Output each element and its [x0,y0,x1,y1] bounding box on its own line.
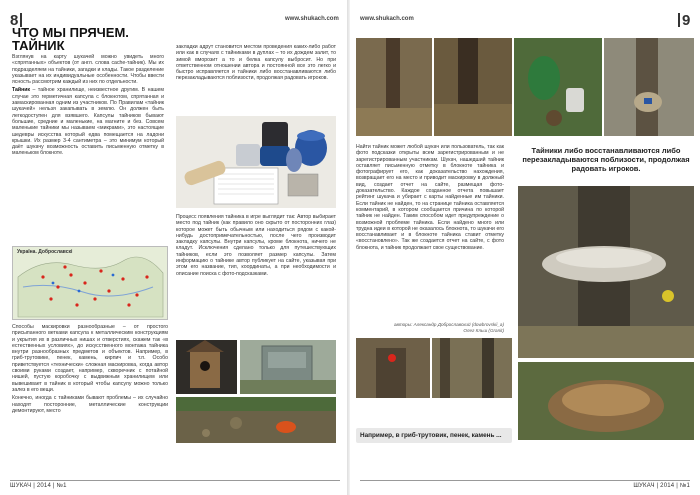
forest-bottom-photo [432,338,512,398]
page-footer: ШУКАЧ | 2014 | №1 [10,483,67,489]
metal-box-photo [240,340,336,394]
caption-examples: Например, в гриб-трутовик, пенек, камень ... [356,428,512,443]
log-tree-photo [434,38,512,136]
footer-rule [360,480,690,481]
moss-capsule-photo [514,38,602,136]
text-column-masking: Способы маскировки разнообразные – от простого присыпанного ветками капсула к металлическим конструкциям и укрытия их в различных нишах и отверстиях, скажем так «в естественных условиях», до искусственного монтажа тайника внутри разнообразных предметов и объектов. Например, в гриб-трутовике, пенек, камень, кирпич и т.п. Особо приветствуется «технически» сложная маскировка, когда автор своими руками создает, например, скворечник с потайной нишей, пустую коробочку с выдвижным хранилищем или вывешивает в тайник в который чтобы капсулу можно только залез в его вещи. Конечно, иногда с тайниками бывают проблемы – их случайно находят посторонние, металлические конструкции демонтируют, место [12,324,168,414]
text-column-finding: Найти тайник может любой шукач или пользователь, так как фото подсказки открыты всем зарегистрированным и не зарегистрированным участникам. Шукач, нашедший тайник оставляет письменную отметку в блокноте тайника и фотографирует его, как доказательство нахождения, возвращает его на место и приводит маскировку в должный вид, создает отчет на сайте, размещая фото-доказательство. Каждое созданное отчета повышает рейтинг шукача и убирает с карты найденные им тайники. Если тайник не найден, то на странице тайника оставляется комментарий, в котором сообщается причина по которой тайник не найден. Таким способом идет предупреждение о возможной проблеме тайника. Если найдено много или трудна идеи в которой не оказалось блокнота, то шукачи его восстанавливает и в блокноте тайника ставит отметку «восстановлено». Так же создается отчет на сайте, с фото блокнота, и тайник продолжает свое существование. [356,144,504,251]
tinder-fungus-photo [518,186,694,358]
caption-restore: Тайники либо восстанавливаются либо перезакладываются поблизости, продолжая радовать игроков. [522,146,690,173]
rock-fungus-photo [518,362,694,440]
text-column-process: Процесс появления тайника в игре выглядит так: Автор выбирает место под тайник (как правило оно скрыто от посторонних глаз) которое может быть обычным или находиться рядом с какой-нибудь достопримечательностью, после чего производит закладку капсулы. Внутри капсулы, кроме блокнота, ничего не кладут. Исключения сделано только для путешествующих тайников, если это позволяет размер капсулы. Затем информацию о тайнике автор публикует на сайте, указывая при этом его название, тип, координаты, а при необходимости и описание поиска с фото-подсказками. [176,214,336,277]
article-authors: авторы: Александр Доброславский (dowbrovskii_a) Олег Кльш (Granit) [393,322,504,333]
tree-stump-photo [356,38,432,136]
site-url: www.shukach.com [285,16,339,22]
footer-rule [10,480,340,481]
map-image [12,246,168,320]
page-number: 8 [10,12,24,29]
text-column-top-right: закладки адрут становится местом проведения каких-либо работ или как в случаях с тайниками в дуплах – то их дождем залит, то зимой вморозит а то и белка капсулу выбросит. Но при ответственном отношении автора и постоянной все это легко и быстро исправляется и тайники либо восстанавливаются либо перезакладываются поблизости, продолжая радовать игроков. [176,44,336,82]
page-number: 9 [676,12,690,29]
capsule-photo [176,116,336,208]
article-title: ЧТО МЫ ПРЯЧЕМ. ТАЙНИК [12,25,129,53]
ground-capsule-photo [176,397,336,443]
tree-trunk-photo [604,38,694,136]
birdhouse-photo [176,340,237,394]
page-footer: ШУКАЧ | 2014 | №1 [633,483,690,489]
site-url: www.shukach.com [360,16,414,22]
text-column-intro: Взглянув на карту шукачей можно увидеть много «спрятанных» объектов (от англ. слова cache-тайник). Мы их подразделяем на тайники, загадки и клады. Такое разделение указывает на их индивидуальные особенности. Чтобы ввести ясность рассмотрим каждый из них по отдельности. Тайник – тайное хранилище, неизвестное другим. В нашем случае это герметичная капсула с блокнотом, спрятанная и замаскированная одним из участников. По Правилам «тайник шукачей» нельзя закапывать в землю. Он должен быть легкодоступен для взявшего. Капсулы тайников бывают большие, средние и маленькие, на магните и без. Совсем маленькие тайники мы называем «микрами», это настоящие шедевры искусства который едва помещается на ладони крышки. Их размер 3-4 сантиметра – это минимум который даёт шукачу возможность оставить письменную отметку в маленьком блокноте. [12,54,164,157]
right-page [350,0,700,495]
stump-bottom-photo [356,338,430,398]
map-title: Україна. Доброславскі [17,249,73,255]
